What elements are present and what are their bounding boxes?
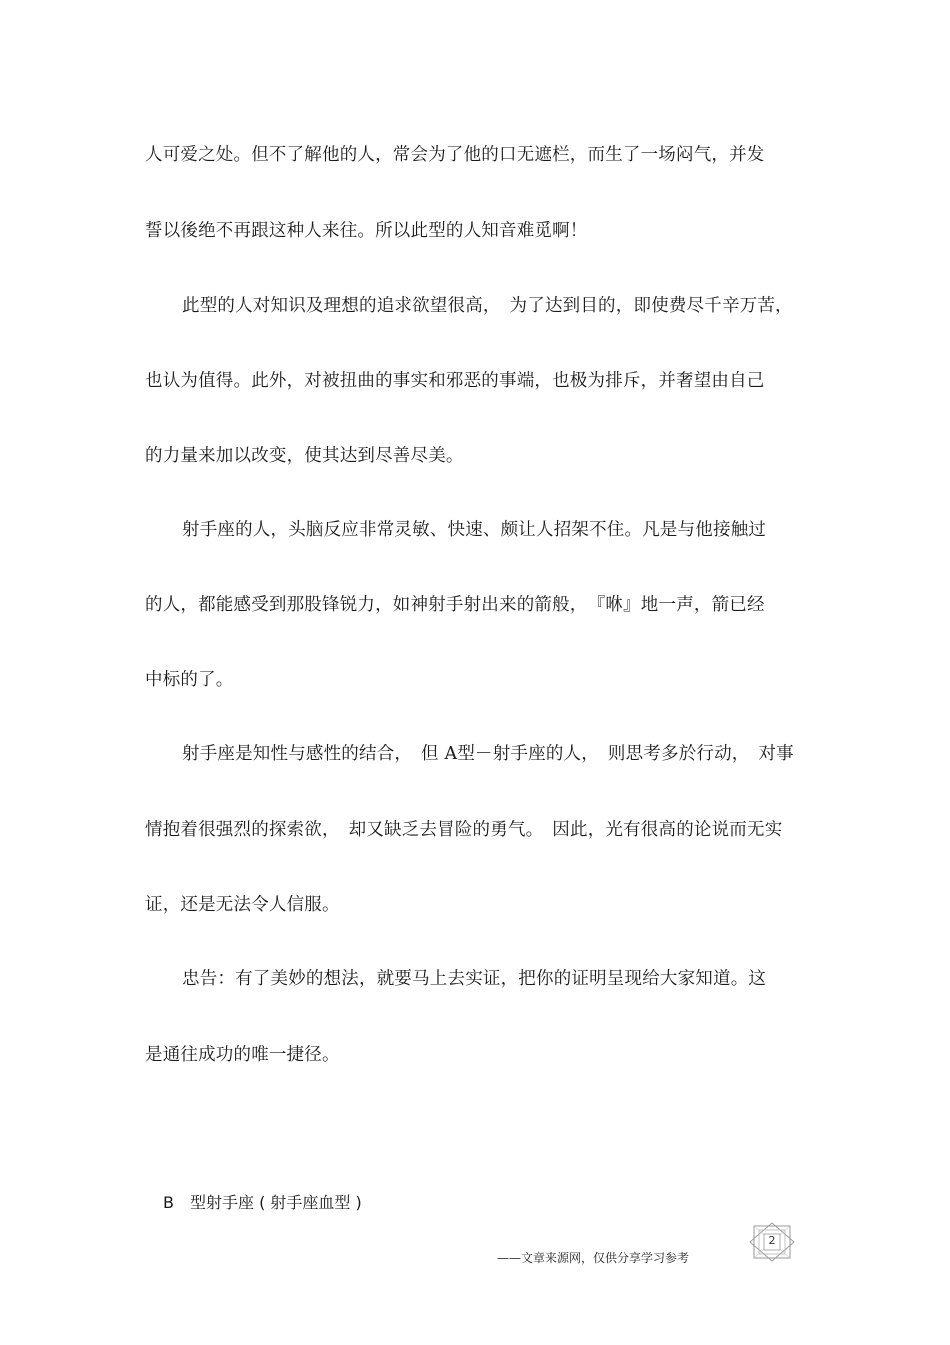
body-line-7: 的人，都能感受到那股锋锐力，如神射手射出来的箭般， 『咻』地一声，箭已经 bbox=[145, 595, 765, 615]
body-line-10: 情抱着很强烈的探索欲， 却又缺乏去冒险的勇气。 因此，光有很高的论说而无实 bbox=[145, 820, 783, 840]
body-line-2: 誓以後绝不再跟这种人来往。所以此型的人知音难觅啊！ bbox=[145, 221, 588, 241]
body-line-13: 是通往成功的唯一捷径。 bbox=[145, 1045, 340, 1065]
body-line-12: 忠告：有了美妙的想法，就要马上去实证，把你的证明呈现给大家知道。这 bbox=[182, 969, 767, 989]
body-line-3: 此型的人对知识及理想的追求欲望很高， 为了达到目的，即使费尽千辛万苦， bbox=[182, 296, 793, 316]
body-line-1: 人可爱之处。但不了解他的人，常会为了他的口无遮栏，而生了一场闷气，并发 bbox=[145, 145, 765, 165]
footer-source-text: ——文章来源网，仅供分享学习参考 bbox=[497, 1251, 690, 1265]
body-line-8: 中标的了。 bbox=[145, 670, 234, 690]
body-line-9: 射手座是知性与感性的结合， 但 A型－射手座的人， 则思考多於行动， 对事 bbox=[182, 744, 794, 764]
page-number-badge bbox=[748, 1222, 796, 1262]
section-heading: B 型射手座 ( 射手座血型 ) bbox=[163, 1193, 362, 1212]
page-number: 2 bbox=[768, 1234, 776, 1247]
body-line-6: 射手座的人，头脑反应非常灵敏、快速、颇让人招架不住。凡是与他接触过 bbox=[182, 520, 767, 540]
body-line-4: 也认为值得。此外，对被扭曲的事实和邪恶的事端，也极为排斥，并奢望由自己 bbox=[145, 371, 765, 391]
body-line-5: 的力量来加以改变，使其达到尽善尽美。 bbox=[145, 446, 464, 466]
body-line-11: 证，还是无法令人信服。 bbox=[145, 895, 340, 915]
